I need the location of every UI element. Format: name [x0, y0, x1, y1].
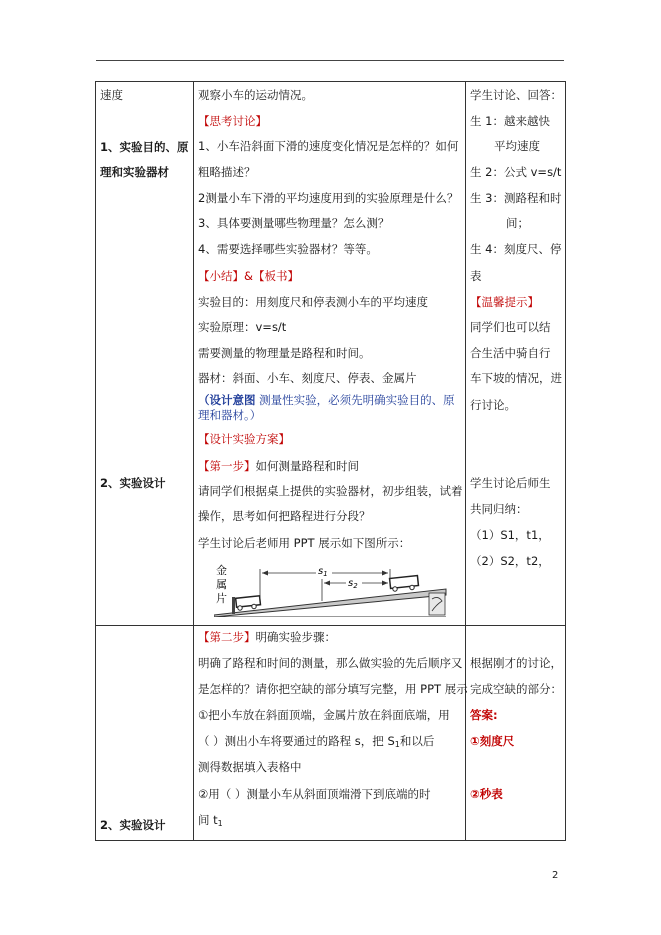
principle-text: 实验原理：v=s/t — [198, 320, 287, 334]
student-activity-column — [466, 82, 566, 626]
answer-2: ②秒表 — [470, 787, 503, 801]
stage-speed: 速度 — [100, 88, 123, 102]
teacher-activity-column — [194, 626, 466, 841]
student-3-answer-cont: 间； — [506, 216, 529, 230]
discussion-line: 根据刚才的讨论， — [470, 656, 562, 670]
instruction-line-cont: 操作，思考如何把路程进行分段？ — [198, 509, 371, 523]
quantities-text: 需要测量的物理量是路程和时间。 — [198, 346, 371, 360]
stage-column — [96, 82, 194, 626]
step2-paragraph: 测得数据填入表格中 — [198, 760, 302, 774]
stage-1-title: 1、实验目的、原 — [100, 140, 189, 154]
step2-paragraph: 间 $t_1$ — [198, 813, 223, 828]
stage-1-title-cont: 理和实验器材 — [100, 165, 169, 179]
step1-line: 【第一步】如何测量路程和时间 — [198, 459, 359, 473]
cart-wheel — [410, 585, 414, 589]
answer-1: ①刻度尺 — [470, 734, 515, 748]
answer-label: 答案: — [470, 708, 498, 722]
stage-2-title: 2、实验设计 — [100, 818, 166, 832]
cart-wheel — [393, 587, 397, 591]
conclusion-line: 共同归纳： — [470, 502, 528, 516]
s2-label: $s_2$ — [348, 578, 358, 590]
step2-paragraph: 明确了路程和时间的测量，那么做实验的先后顺序又 — [198, 656, 463, 670]
step2-paragraph: （ ）测出小车将要通过的路程 s，把 $S_1$和以后 — [198, 734, 435, 749]
table-row — [96, 82, 566, 626]
summary-heading: 【小结】&【板书】 — [198, 269, 299, 283]
design-heading: 【设计实验方案】 — [198, 432, 290, 446]
think-heading: 【思考讨论】 — [198, 114, 267, 128]
student-4-answer-cont: 表 — [470, 269, 482, 283]
instruction-line: 请同学们根据桌上提供的实验器材，初步组装，试着 — [198, 484, 463, 498]
purpose-text: 实验目的：用刻度尺和停表测小车的平均速度 — [198, 295, 428, 309]
tip-line: 合生活中骑自行 — [470, 346, 551, 360]
incline-diagram — [214, 559, 464, 617]
student-2-answer: 生 2：公式 v=s/t — [470, 165, 562, 179]
design-intent: （设计意图 测量性实验，必须先明确实验目的、原 — [198, 393, 455, 407]
student-1-answer: 生 1：越来越快 — [470, 114, 550, 128]
stage-2-title: 2、实验设计 — [100, 476, 166, 490]
design-intent-cont: 理和器材。） — [198, 408, 262, 422]
incline-support — [429, 593, 445, 615]
metal-sheet — [232, 597, 235, 614]
step2-paragraph: 是怎样的？请你把空缺的部分填写完整，用 PPT 展示 — [198, 682, 468, 696]
s1-label: $s_1$ — [318, 566, 328, 578]
question-2: 2测量小车下滑的平均速度用到的实验原理是什么？ — [198, 191, 459, 205]
stage-column — [96, 626, 194, 841]
discussion-line: 完成空缺的部分： — [470, 682, 562, 696]
metal-sheet-label: 片 — [216, 592, 227, 605]
equipment-text: 器材：斜面、小车、刻度尺、停表、金属片 — [198, 371, 417, 385]
student-3-answer: 生 3：测路程和时 — [470, 191, 562, 205]
conclusion-line: 学生讨论后师生 — [470, 476, 551, 490]
ppt-caption: 学生讨论后老师用 PPT 展示如下图所示： — [198, 536, 411, 550]
student-heading: 学生讨论、回答： — [470, 88, 562, 102]
cart-wheel — [252, 604, 256, 608]
question-3: 3、具体要测量哪些物理量？怎么测？ — [198, 216, 390, 230]
conclusion-item-2: （2）S2，t2， — [470, 554, 550, 568]
header-rule — [96, 60, 564, 61]
tip-line: 行讨论。 — [470, 398, 516, 412]
question-1: 1、小车沿斜面下滑的速度变化情况是怎样的？如何 — [198, 139, 459, 153]
tip-heading: 【温馨提示】 — [470, 295, 539, 309]
lesson-table — [95, 81, 566, 841]
tip-line: 车下坡的情况，进 — [470, 371, 562, 385]
student-activity-column — [466, 626, 566, 841]
metal-sheet-label: 金 — [216, 564, 227, 577]
cart-wheel — [238, 606, 242, 610]
step2-paragraph: ①把小车放在斜面顶端，金属片放在斜面底端，用 — [198, 708, 450, 722]
observe-text: 观察小车的运动情况。 — [198, 88, 313, 102]
table-row — [96, 626, 566, 841]
tip-line: 同学们也可以结 — [470, 320, 551, 334]
step2-paragraph: ②用（ ）测量小车从斜面顶端滑下到底端的时 — [198, 787, 431, 801]
question-1-cont: 粗略描述？ — [198, 165, 256, 179]
question-4: 4、需要选择哪些实验器材？等等。 — [198, 242, 378, 256]
teacher-activity-column — [194, 82, 466, 626]
conclusion-item-1: （1）S1，t1， — [470, 528, 550, 542]
student-1-answer-cont: 平均速度 — [494, 139, 540, 153]
step2-line: 【第二步】明确实验步骤： — [198, 630, 336, 644]
metal-sheet-label: 属 — [216, 578, 227, 591]
page-number: 2 — [552, 870, 559, 881]
student-4-answer: 生 4：刻度尺、停 — [470, 242, 562, 256]
